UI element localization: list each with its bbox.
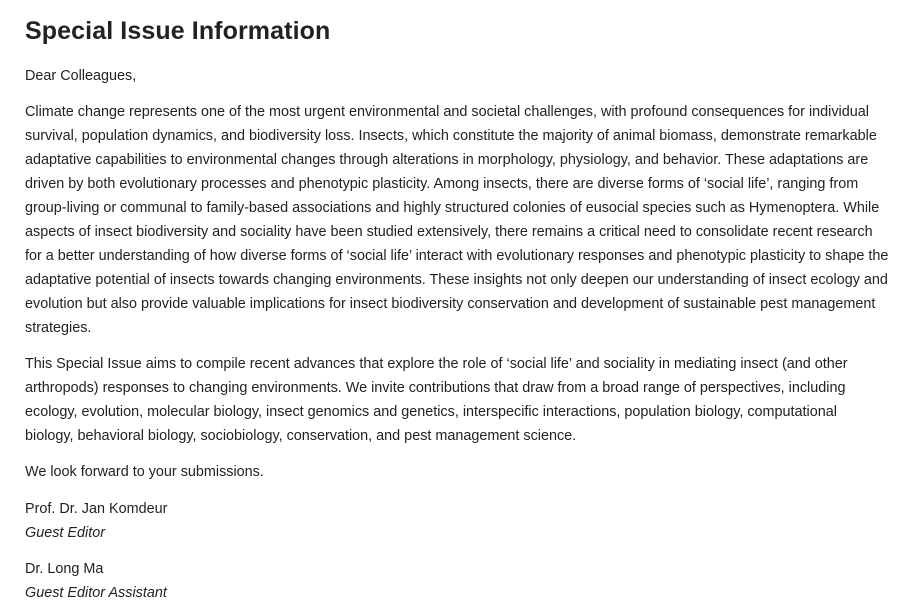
section-title: Special Issue Information xyxy=(25,17,331,45)
greeting: Dear Colleagues, xyxy=(25,68,137,84)
editor-name: Prof. Dr. Jan Komdeur xyxy=(25,501,168,517)
editor-block-1 xyxy=(25,497,889,545)
editor-name: Dr. Long Ma xyxy=(25,561,104,577)
editor-role: Guest Editor xyxy=(25,525,105,541)
description-paragraph-1: Climate change represents one of the most urgent environmental and societal challenges, with profound consequences for individual survival, population dynamics, and biodiversity loss. Insects, which constitute the majority of animal biomass, demonstrate remarkable adaptative capabilities to environmental changes through alterations in morphology, physiology, and behavior. These adaptations are driven by both evolutionary processes and phenotypic plasticity. Among insects, there are diverse forms of ‘social life’, ranging from group-living or communal to family-based associations and highly structured colonies of eusocial species such as Hymenoptera. While aspects of insect biodiversity and sociality have been studied extensively, there remains a critical need to consolidate recent research for a better understanding of how diverse forms of ‘social life’ interact with evolutionary responses and phenotypic plasticity to shape the adaptative potential of insects towards changing environments. These insights not only deepen our understanding of insect ecology and evolution but also provide valuable implications for insect biodiversity conservation and development of sustainable pest management strategies. xyxy=(25,104,889,336)
editor-role: Guest Editor Assistant xyxy=(25,585,167,601)
closing-line: We look forward to your submissions. xyxy=(25,464,264,480)
editor-block-2 xyxy=(25,557,889,605)
description-paragraph-2: This Special Issue aims to compile recent advances that explore the role of ‘social life’ and sociality in mediating insect (and other arthropods) responses to changing environments. We invite contributions that draw from a broad range of perspectives, including ecology, evolution, molecular biology, insect genomics and genetics, interspecific interactions, population biology, computational biology, behavioral biology, sociobiology, conservation, and pest management science. xyxy=(25,356,848,444)
